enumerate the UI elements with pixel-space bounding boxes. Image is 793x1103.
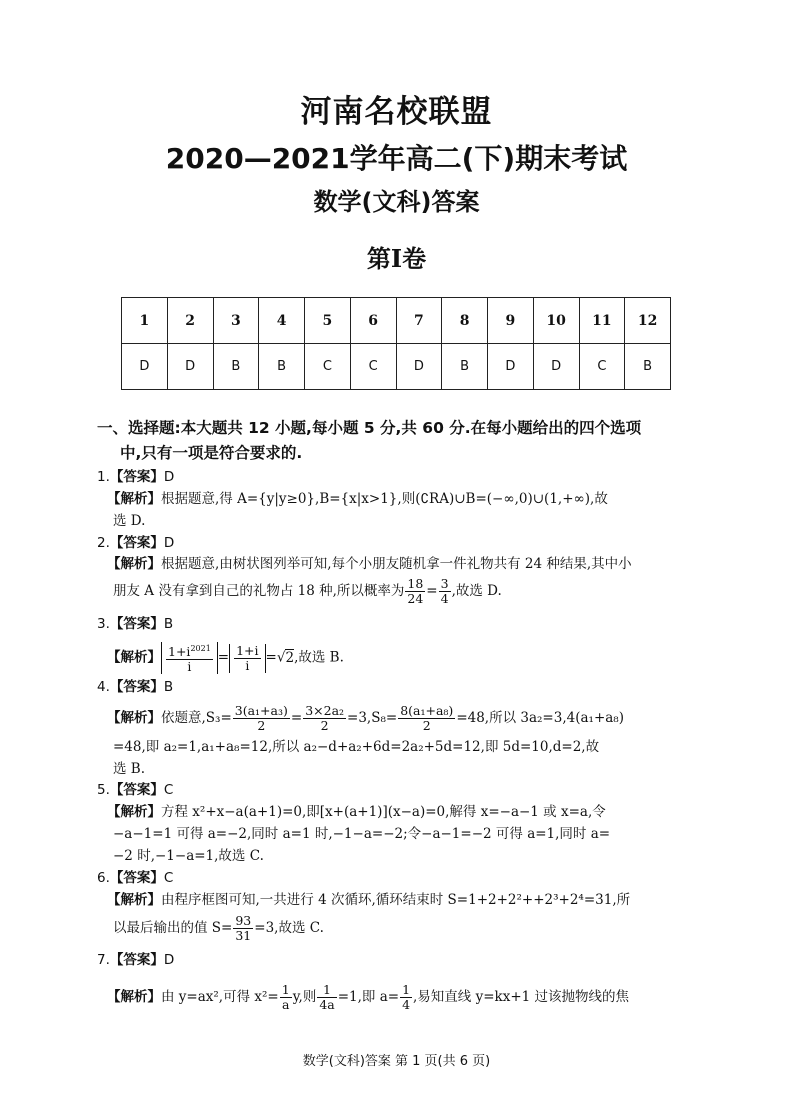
page-footer: 数学(文科)答案 第 1 页(共 6 页): [302, 1054, 491, 1069]
question-number-cell: 3: [213, 298, 259, 344]
fraction-numerator: [166, 642, 213, 660]
equals-sign: =: [217, 649, 230, 666]
analysis-text: ,易知直线 y=kx+1 过该抛物线的焦: [413, 989, 630, 1005]
answer-value: B: [163, 679, 174, 695]
exam-title: 2020—2021学年高二(下)期末考试: [165, 142, 628, 175]
q4-analysis-line1: [107, 704, 624, 733]
analysis-text: 依题意,S₃=: [161, 710, 232, 726]
question-number-cell: 7: [396, 298, 442, 344]
question-number: 6.: [97, 870, 110, 886]
fraction-denominator: 4: [440, 591, 449, 606]
question-number-cell: 8: [442, 298, 488, 344]
equals-sign: =: [426, 583, 438, 599]
answer-value: B: [163, 616, 174, 632]
sqrt-symbol: =√: [265, 649, 286, 666]
question-number-cell: 9: [488, 298, 534, 344]
q2-answer-line: [97, 533, 174, 553]
fraction-denominator: i: [187, 659, 192, 675]
analysis-text: 根据题意,由树状图列举可知,每个小朋友随机拿一件礼物共有 24 种结果,其中小: [161, 556, 632, 572]
fraction-denominator: 2: [422, 718, 431, 733]
subject-title: 数学(文科)答案: [313, 188, 480, 216]
answer-table-letter-row: [122, 344, 671, 390]
answer-letter-cell: B: [259, 344, 305, 390]
question-number: 7.: [97, 952, 110, 968]
question-number: 2.: [97, 535, 110, 551]
analysis-label: 【解析】: [107, 556, 161, 572]
analysis-text: =3,S₈=: [347, 710, 398, 726]
analysis-text: =1,即 a=: [337, 989, 400, 1005]
answer-letter-cell: C: [579, 344, 625, 390]
answer-value: C: [163, 870, 174, 886]
answer-label: 【答案】: [109, 782, 164, 798]
q1-analysis-line1: [107, 489, 608, 509]
analysis-text: 朋友 A 没有拿到自己的礼物占 18 种,所以概率为: [113, 583, 405, 599]
answer-value: D: [163, 535, 175, 551]
radicand: 2: [285, 649, 295, 666]
section-heading: [97, 416, 697, 466]
fraction-denominator: 24: [407, 591, 424, 606]
absolute-value: [229, 644, 265, 673]
answer-letter-cell: B: [213, 344, 259, 390]
fraction: [303, 704, 346, 733]
fraction-numerator: 1: [402, 982, 411, 997]
answer-label: 【答案】: [109, 870, 164, 886]
question-number-cell: 6: [350, 298, 396, 344]
section-heading-line2: 中,只有一项是符合要求的.: [120, 444, 303, 462]
q5-analysis-line1: [107, 802, 606, 822]
q1-analysis-line2: 选 D.: [113, 513, 146, 529]
question-number-cell: 10: [533, 298, 579, 344]
analysis-text: 以最后输出的值 S=: [113, 920, 233, 936]
q3-answer-line: [97, 614, 173, 634]
q1-answer-line: [97, 467, 174, 487]
answer-letter-cell: D: [488, 344, 534, 390]
analysis-label: 【解析】: [107, 804, 161, 820]
fraction: [439, 577, 451, 606]
q2-analysis-line2: [113, 577, 502, 606]
fraction-denominator: 2: [320, 718, 329, 733]
answer-letter-cell: C: [350, 344, 396, 390]
answer-letter-cell: D: [167, 344, 213, 390]
answer-label: 【答案】: [109, 616, 164, 632]
question-number: 5.: [97, 782, 110, 798]
question-number: 4.: [97, 679, 110, 695]
answer-letter-cell: B: [442, 344, 488, 390]
absolute-value: [161, 642, 218, 674]
fraction-denominator: 4a: [319, 997, 335, 1012]
fraction-numerator: 1: [317, 983, 336, 998]
answer-letter-cell: D: [396, 344, 442, 390]
section-heading-line1: 一、选择题:本大题共 12 小题,每小题 5 分,共 60 分.在每小题给出的四个选项: [97, 419, 642, 437]
analysis-label: 【解析】: [107, 989, 161, 1005]
fraction: [234, 644, 260, 673]
analysis-text: ,故选 D.: [451, 583, 502, 599]
analysis-label: 【解析】: [107, 892, 161, 908]
answer-letter-cell: C: [305, 344, 351, 390]
analysis-text: 根据题意,得 A={y|y≥0},B={x|x>1},则(∁RA)∪B=(−∞,0)∪(1,+∞),故: [161, 491, 608, 507]
q3-analysis-line1: [107, 642, 344, 674]
exam-alliance-title: 河南名校联盟: [300, 94, 493, 130]
fraction-numerator: 93: [235, 913, 252, 928]
analysis-text: =3,故选 C.: [254, 920, 324, 936]
fraction-denominator: 31: [235, 928, 252, 943]
fraction: [233, 704, 290, 733]
fraction-numerator: 18: [407, 576, 424, 591]
analysis-text: ,故选 B.: [294, 649, 344, 666]
analysis-text: 方程 x²+x−a(a+1)=0,即[x+(a+1)](x−a)=0,解得 x=−a−1 或 x=a,令: [161, 804, 606, 820]
numerator-base: 1+i: [168, 644, 191, 660]
fraction: [280, 983, 292, 1012]
analysis-text: =48,所以 3a₂=3,4(a₁+a₈): [456, 710, 624, 726]
analysis-text: 由程序框图可知,一共进行 4 次循环,循环结束时 S=1+2+2²++2³+2⁴=31,所: [161, 892, 631, 908]
analysis-label: 【解析】: [107, 649, 161, 666]
fraction-denominator: 4: [402, 997, 411, 1012]
question-number-cell: 4: [259, 298, 305, 344]
fraction-numerator: 1+i: [236, 642, 259, 658]
fraction: [405, 577, 425, 606]
fraction-denominator: 2: [257, 718, 266, 733]
answer-label: 【答案】: [109, 679, 164, 695]
question-number: 3.: [97, 616, 110, 632]
question-number-cell: 1: [122, 298, 168, 344]
fraction: [233, 914, 253, 943]
fraction: [400, 983, 412, 1012]
fraction-denominator: a: [281, 997, 290, 1012]
q6-answer-line: [97, 868, 173, 888]
fraction: [398, 704, 455, 733]
fraction-numerator: 3×2a₂: [305, 703, 345, 718]
answer-value: D: [163, 952, 175, 968]
analysis-text: y,则: [292, 989, 317, 1005]
exponent: 2021: [190, 644, 211, 653]
analysis-label: 【解析】: [107, 710, 161, 726]
q7-analysis-line1: [107, 983, 629, 1012]
equals-sign: =: [290, 710, 303, 726]
answer-letter-cell: D: [533, 344, 579, 390]
answer-value: D: [163, 469, 175, 485]
q5-analysis-line3: −2 时,−1−a=1,故选 C.: [113, 848, 264, 864]
answer-label: 【答案】: [109, 952, 164, 968]
q5-analysis-line2: −a−1=1 可得 a=−2,同时 a=1 时,−1−a=−2;令−a−1=−2 可得 a=1,同时 a=: [113, 826, 611, 842]
fraction: [166, 642, 213, 674]
answer-table-number-row: [122, 298, 671, 344]
fraction-numerator: 3(a₁+a₃): [234, 703, 288, 718]
question-number: 1.: [97, 469, 110, 485]
fraction-denominator: i: [245, 657, 250, 673]
answer-table: [121, 297, 671, 390]
q4-analysis-line2: =48,即 a₂=1,a₁+a₈=12,所以 a₂−d+a₂+6d=2a₂+5d=12,即 5d=10,d=2,故: [113, 739, 600, 755]
fraction: [317, 983, 336, 1012]
answer-label: 【答案】: [109, 469, 164, 485]
question-number-cell: 5: [305, 298, 351, 344]
fraction-numerator: 3: [440, 576, 449, 591]
answer-value: C: [163, 782, 174, 798]
q7-answer-line: [97, 950, 174, 970]
q4-answer-line: [97, 677, 173, 697]
question-number-cell: 12: [625, 298, 671, 344]
analysis-label: 【解析】: [107, 491, 161, 507]
question-number-cell: 2: [167, 298, 213, 344]
answer-label: 【答案】: [109, 535, 164, 551]
q4-analysis-line3: 选 B.: [113, 761, 146, 777]
answer-letter-cell: B: [625, 344, 671, 390]
q6-analysis-line1: [107, 890, 630, 910]
q5-answer-line: [97, 780, 173, 800]
analysis-text: 由 y=ax²,可得 x²=: [161, 989, 279, 1005]
answer-letter-cell: D: [122, 344, 168, 390]
volume-title: 第I卷: [366, 244, 427, 273]
fraction-numerator: 1: [281, 982, 290, 997]
q6-analysis-line2: [113, 914, 324, 943]
q2-analysis-line1: [107, 554, 632, 574]
fraction-numerator: 8(a₁+a₈): [400, 703, 454, 718]
question-number-cell: 11: [579, 298, 625, 344]
